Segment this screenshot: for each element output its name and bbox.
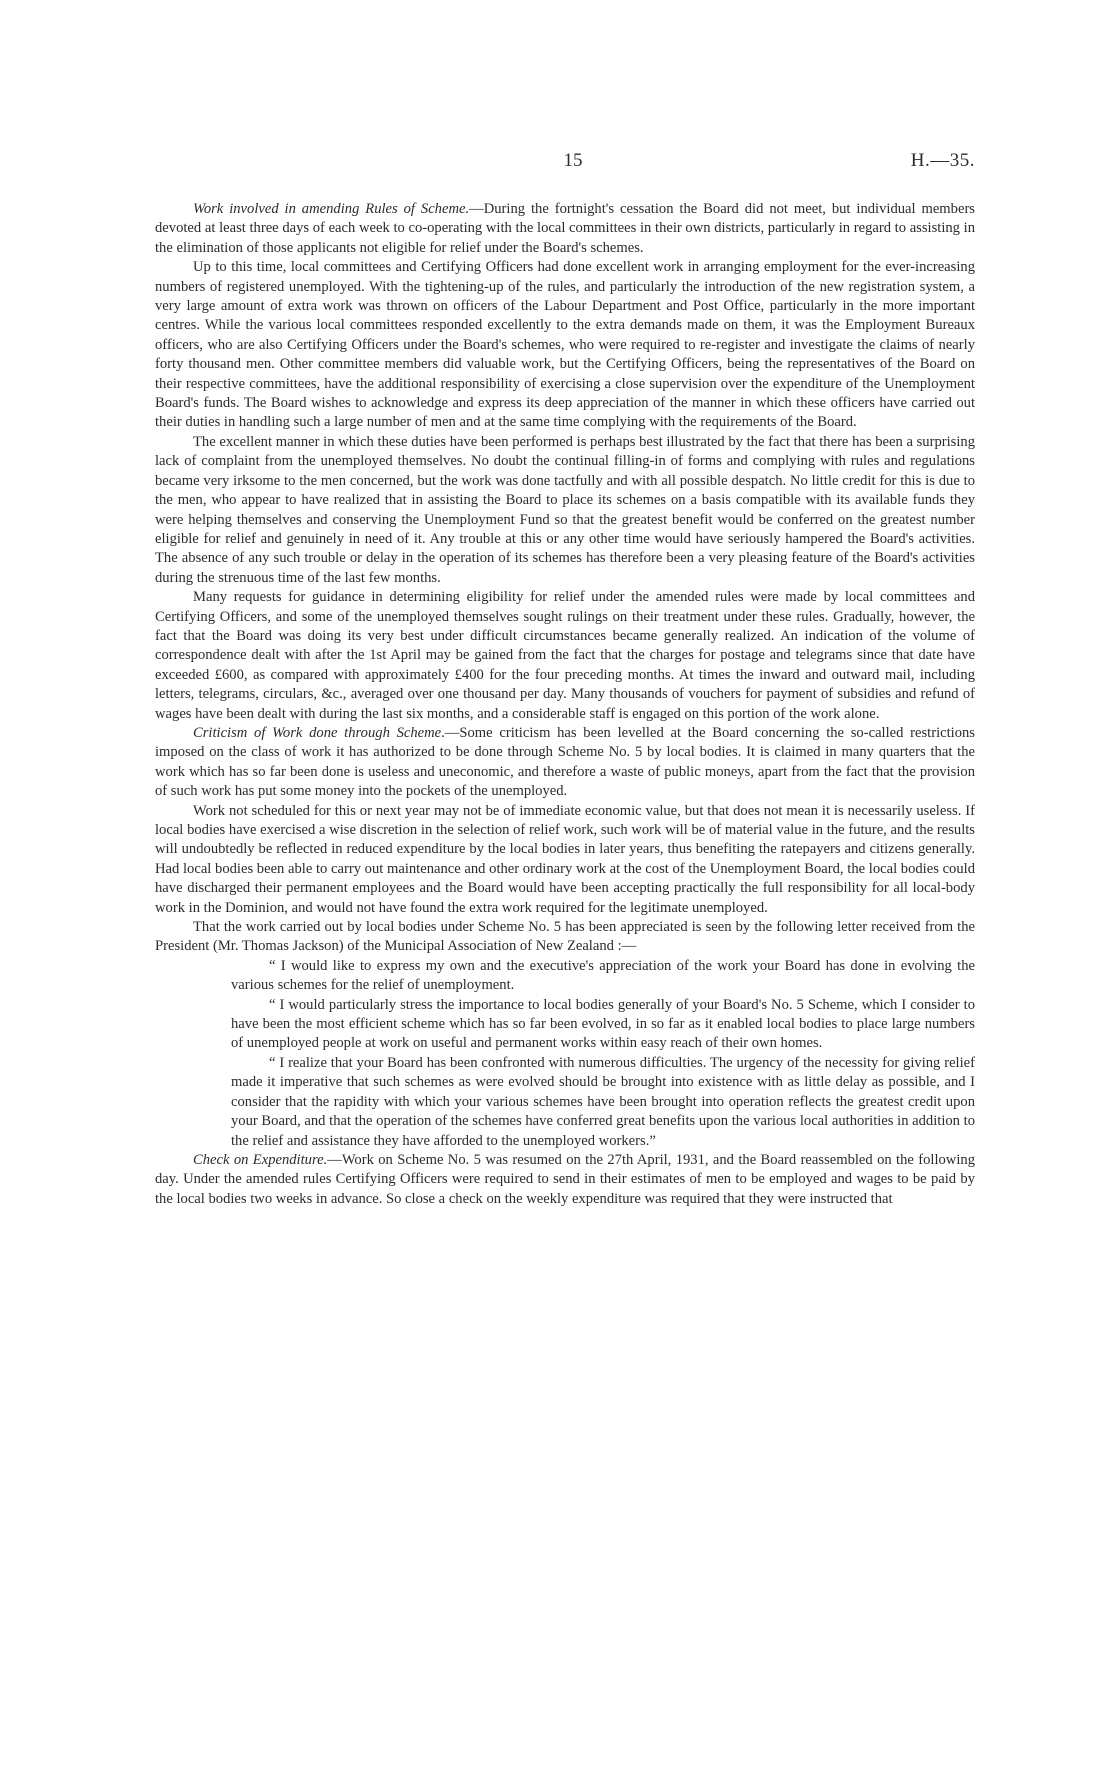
letter-quote-paragraph: “ I would particularly stress the importance to local bodies generally of your Board's No. 5 Scheme, which I consider to have been the most efficient scheme which has so far been evolved, in so far as it enabled local bodies to place large numbers of unemployed people at work on useful and permanent works within easy reach of their own homes. [231, 996, 975, 1052]
paragraph-work-involved [155, 200, 975, 258]
paragraph-requests-guidance: Many requests for guidance in determining eligibility for relief under the amended rules were made by local committees and Certifying Officers, and some of the unemployed themselves sought rulings on their treatment under these rules. Gradually, however, the fact that the Board was doing its very best under difficult circumstances became generally realized. An indication of the volume of correspondence dealt with after the 1st April may be gained from the fact that the charges for postage and telegrams since that date have exceeded £600, as compared with approximately £400 for the four preceding months. At times the inward and outward mail, including letters, telegrams, circulars, &c., averaged over one thousand per day. Many thousands of vouchers for payment of subsidies and refund of wages have been dealt with during the last six months, and a considerable staff is engaged on this portion of the work alone. [155, 589, 975, 722]
page-number: 15 [563, 150, 583, 171]
run-in-heading: Criticism of Work done through Scheme [193, 724, 442, 741]
paragraph-letter-intro: That the work carried out by local bodies under Scheme No. 5 has been appreciated is seen by the following letter received from the President (Mr. Thomas Jackson) of the Municipal Association of New Zealand :— [155, 919, 975, 955]
run-in-heading: Check on Expenditure. [193, 1151, 328, 1168]
paragraph-work-not-scheduled: Work not scheduled for this or next year may not be of immediate economic value, but that does not mean it is necessarily useless. If local bodies have exercised a wise discretion in the selection of relief work, such work will be of material value in the future, and the results will undoubtedly be reflected in reduced expenditure by the local bodies in later years, thus benefiting the ratepayers and citizens generally. Had local bodies been able to carry out maintenance and other ordinary work at the cost of the Unemployment Board, the local bodies could have discharged their permanent employees and the Board would have been accepting practically the full responsibility for all local-body work in the Dominion, and would not have found the extra work required for the legitimate unemployed. [155, 802, 975, 916]
paragraph-criticism [155, 724, 975, 802]
letter-quote-paragraph: “ I realize that your Board has been confronted with numerous difficulties. The urgency of the necessity for giving relief made it imperative that such schemes as were evolved should be brought into existence with as little delay as possible, and I consider that the rapidity with which your various schemes have been brought into operation reflects the greatest credit upon your Board, and that the operation of the schemes have conferred great benefits upon the various local authorities in addition to the relief and assistance they have afforded to the unemployed workers.” [231, 1054, 975, 1149]
paragraph-text: .—Some criticism has been levelled at the Board concerning the so-called restrictions imposed on the class of work it has authorized to be done through Scheme No. 5 by local bodies. It is claimed in many quarters that the work which has so far been done is useless and uneconomic, and therefore a waste of public moneys, apart from the fact that the provision of such work has put some money into the pockets of the unemployed. [155, 724, 975, 800]
paragraph-check-expenditure [155, 1151, 975, 1209]
body-text [155, 200, 975, 1209]
document-reference: H.—35. [910, 150, 975, 171]
paragraph-text: —During the fortnight's cessation the Board did not meet, but individual members devoted at least three days of each week to co-operating with the local committees in their own districts, particularly in regard to assisting in the elimination of those applicants not eligible for relief under the Board's schemes. [155, 201, 975, 256]
run-in-heading: Work involved in amending Rules of Scheme. [193, 201, 470, 217]
paragraph-excellent-manner: The excellent manner in which these duties have been performed is perhaps best illustrated by the fact that there has been a surprising lack of complaint from the unemployed themselves. No doubt the continual filling-in of forms and complying with rules and regulations became very irksome to the men concerned, but the work was done tactfully and with all possible despatch. No little credit for this is due to the men, who appear to have realized that in assisting the Board to place its schemes on a basis compatible with its available funds they were helping themselves and conserving the Unemployment Fund so that the greatest benefit would be conferred on the greatest number eligible for relief and genuinely in need of it. Any trouble at this or any other time would have seriously hampered the Board's activities. The absence of any such trouble or delay in the operation of its schemes has therefore been a very pleasing feature of the Board's activities during the strenuous time of the last few months. [155, 433, 975, 586]
page-header [155, 150, 975, 174]
paragraph-text: —Work on Scheme No. 5 was resumed on the 27th April, 1931, and the Board reassembled on the following day. Under the amended rules Certifying Officers were required to send in their estimates of men to be employed and wages to be paid by the local bodies two weeks in advance. So close a check on the weekly expenditure was required that they were instructed that [155, 1151, 975, 1207]
letter-quote-paragraph: “ I would like to express my own and the executive's appreciation of the work your Board has done in evolving the various schemes for the relief of unemployment. [231, 957, 975, 994]
paragraph-certifying-officers: Up to this time, local committees and Certifying Officers had done excellent work in arranging employment for the ever-increasing numbers of registered unemployed. With the tightening-up of the rules, and particularly the introduction of the new registration system, a very large amount of extra work was thrown on officers of the Labour Department and Post Office, particularly in the more important centres. While the various local committees responded excellently to the extra demands made on them, it was the Employment Bureaux officers, who are also Certifying Officers under the Board's schemes, who were required to re-register and investigate the claims of nearly forty thousand men. Other committee members did valuable work, but the Certifying Officers, being the representatives of the Board on their respective committees, have the additional responsibility of exercising a close supervision over the expenditure of the Unemployment Board's funds. The Board wishes to acknowledge and express its deep appreciation of the manner in which these officers have carried out their duties in handling such a large number of men and at the same time complying with the requirements of the Board. [155, 259, 975, 431]
